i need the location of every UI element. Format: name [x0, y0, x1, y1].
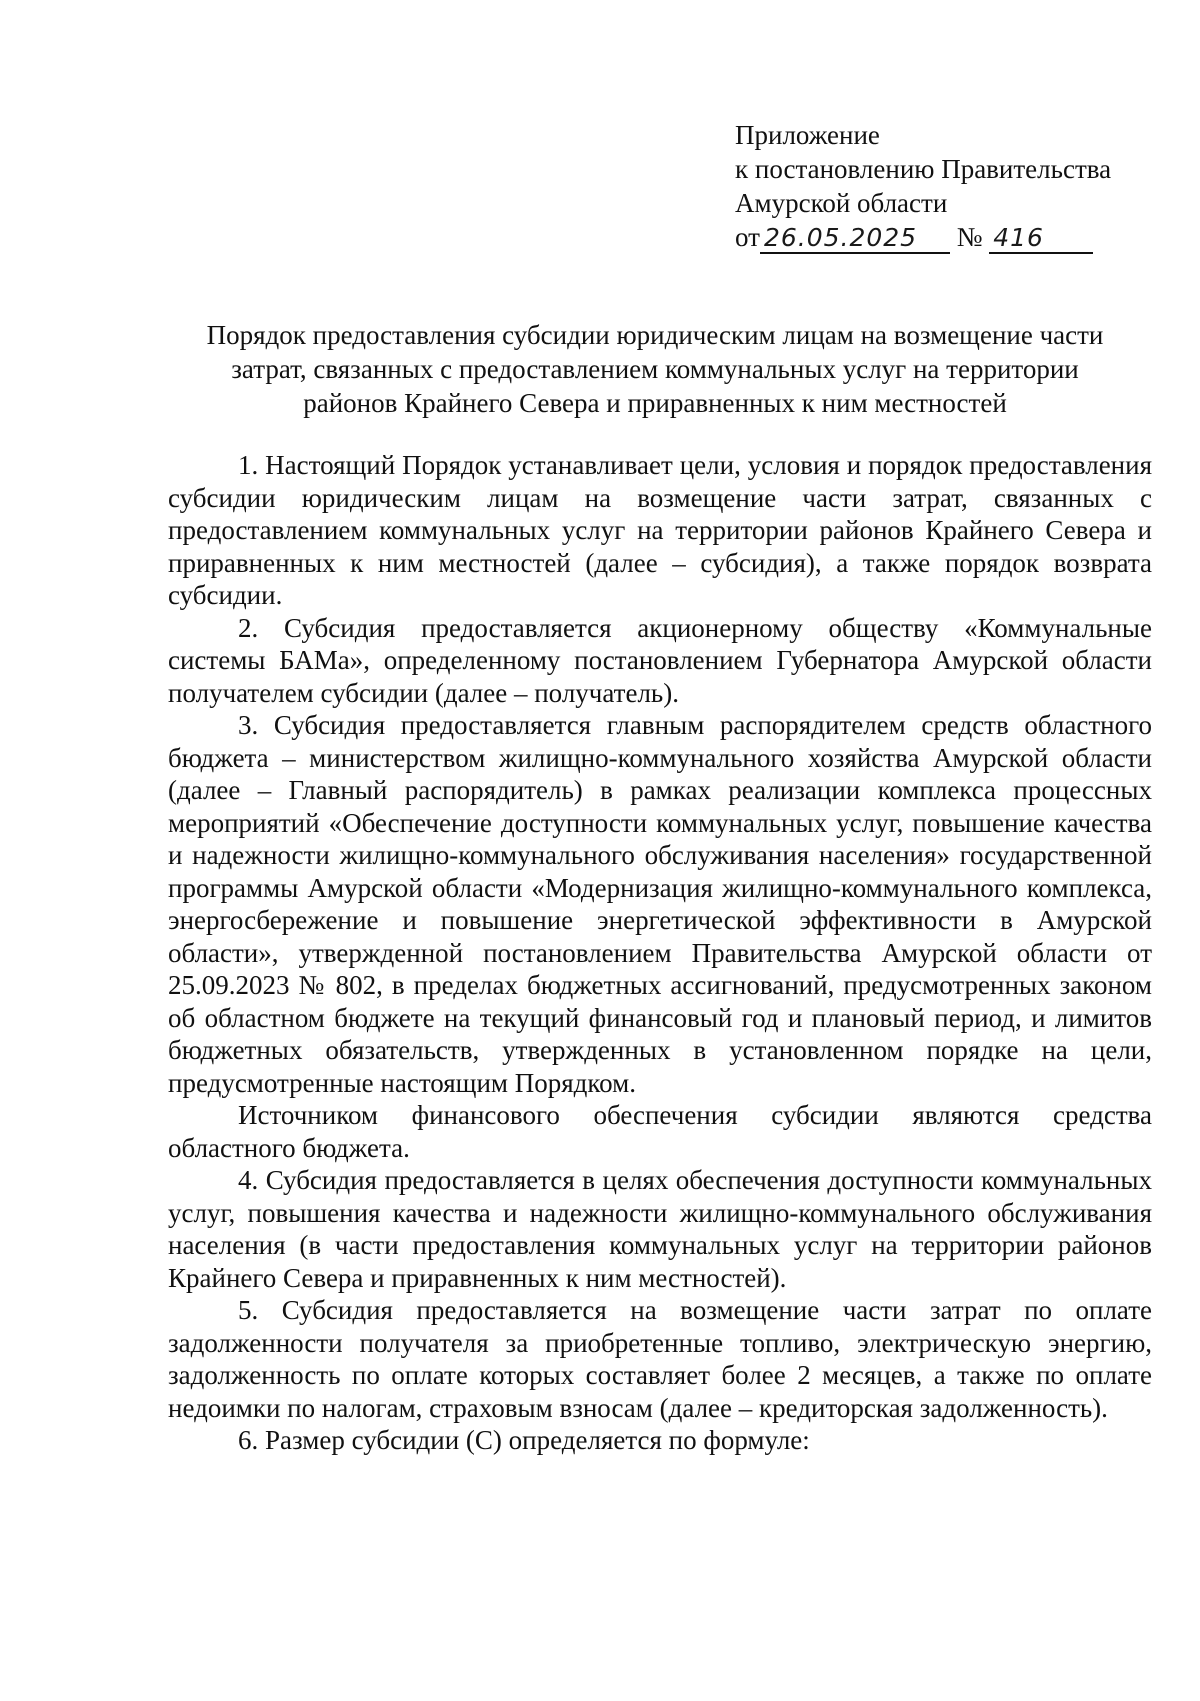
appendix-title: Приложение — [735, 120, 880, 150]
appendix-region: Амурской области — [735, 188, 948, 218]
handwritten-date: 26.05.2025 — [760, 224, 950, 254]
paragraph-3-funding: Источником финансового обеспечения субсидии являются средства областного бюджета. — [168, 1100, 1152, 1163]
paragraph-1: 1. Настоящий Порядок устанавливает цели, условия и порядок предоставления субсидии юридическим лицам на возмещение части затрат, связанных с предоставлением коммунальных услуг на территории районов Крайнего Севера и приравненных к ним местностей (далее – субсидия), а также порядок возврата субсидии. — [168, 450, 1152, 610]
appendix-reference: к постановлению Правительства — [735, 154, 1112, 184]
number-prefix: № — [956, 222, 983, 252]
paragraph-4: 4. Субсидия предоставляется в целях обеспечения доступности коммунальных услуг, повышения качества и надежности жилищно-коммунального обслуживания населения (в части предоставления коммунальных услуг на территории районов Крайнего Севера и приравненных к ним местностей). — [168, 1165, 1152, 1293]
document-body — [168, 449, 1152, 1457]
paragraph-3: 3. Субсидия предоставляется главным распорядителем средств областного бюджета – министерством жилищно-коммунального хозяйства Амурской области (далее – Главный распорядитель) в рамках реализации комплекса процессных мероприятий «Обеспечение доступности коммунальных услуг, повышение качества и надежности жилищно-коммунального обслуживания населения» государственной программы Амурской области «Модернизация жилищно-коммунального комплекса, энергосбережение и повышение энергетической эффективности в Амурской области», утвержденной постановлением Правительства Амурской области от 25.09.2023 № 802, в пределах бюджетных ассигнований, предусмотренных законом об областном бюджете на текущий финансовый год и плановый период, и лимитов бюджетных обязательств, утвержденных в установленном порядке на цели, предусмотренные настоящим Порядком. — [168, 710, 1152, 1098]
title-line: районов Крайнего Севера и приравненных к ним местностей — [303, 388, 1007, 418]
paragraph-6: 6. Размер субсидии (С) определяется по формуле: — [238, 1425, 810, 1455]
document-title — [160, 318, 1150, 420]
title-line: Порядок предоставления субсидии юридическим лицам на возмещение части — [206, 320, 1104, 350]
handwritten-number: 416 — [989, 224, 1093, 254]
paragraph-2: 2. Субсидия предоставляется акционерному обществу «Коммунальные системы БАМа», определенному постановлением Губернатора Амурской области получателем субсидии (далее – получатель). — [168, 612, 1152, 708]
appendix-header — [735, 118, 1111, 254]
date-prefix: от — [735, 222, 760, 252]
appendix-date-number — [735, 220, 1111, 254]
title-line: затрат, связанных с предоставлением коммунальных услуг на территории — [231, 354, 1079, 384]
paragraph-5: 5. Субсидия предоставляется на возмещение части затрат по оплате задолженности получателя за приобретенные топливо, электрическую энергию, задолженность по оплате которых составляет более 2 месяцев, а также по оплате недоимки по налогам, страховым взносам (далее – кредиторская задолженность). — [168, 1295, 1152, 1423]
